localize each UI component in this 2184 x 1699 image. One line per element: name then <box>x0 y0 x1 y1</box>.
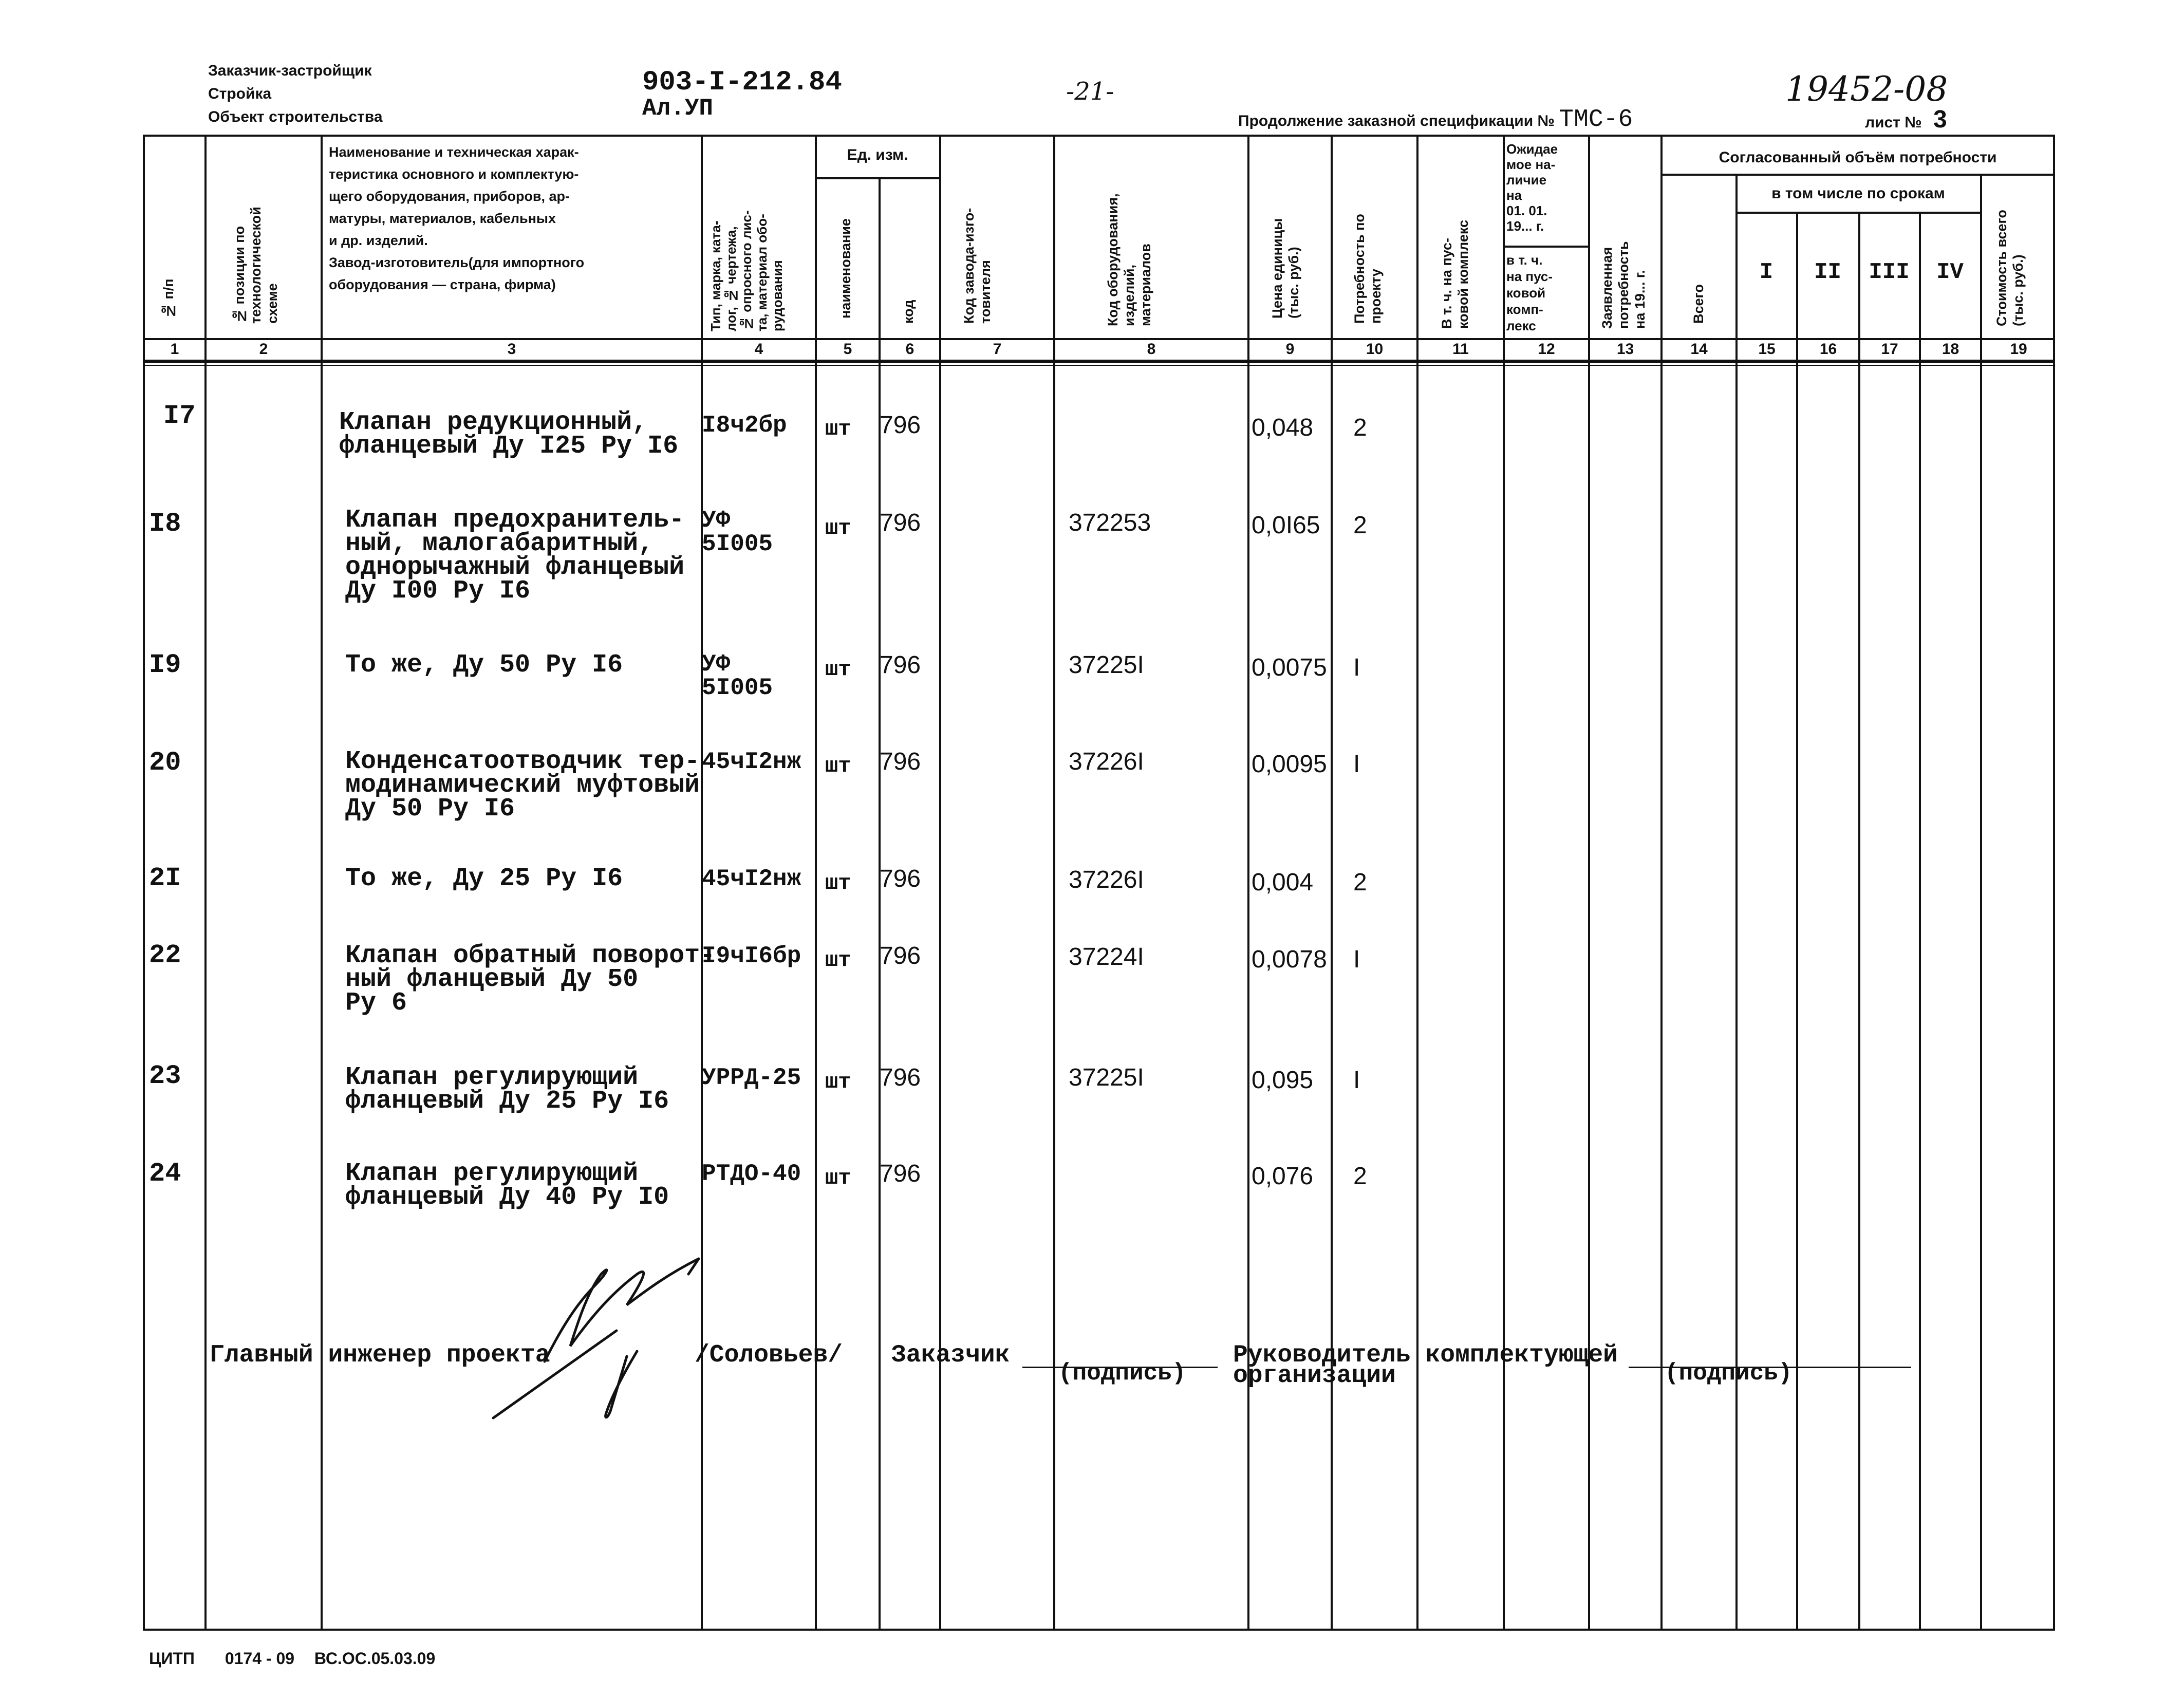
row-name: То же, Ду 25 Ру I6 <box>345 864 623 893</box>
row-price: 0,076 <box>1252 1163 1314 1190</box>
col-line-17 <box>1919 212 1921 1631</box>
row-name: Клапан регулирующий фланцевый Ду 25 Ру I6 <box>345 1063 669 1116</box>
sheet-number: 3 <box>1933 106 1947 133</box>
row-equip-code: 372253 <box>1069 509 1151 536</box>
row-qty: 2 <box>1353 1163 1367 1190</box>
row-equip-code: 37224I <box>1069 943 1144 970</box>
colnum-16: 16 <box>1819 341 1837 358</box>
row-code: 796 <box>880 942 921 969</box>
row-price: 0,0095 <box>1252 751 1327 778</box>
row-equip-code: 37226I <box>1069 748 1144 775</box>
colnum-19: 19 <box>2010 341 2027 358</box>
row-unit: шт <box>825 754 851 778</box>
col-header-1: № п/п <box>161 278 176 319</box>
row-code: 796 <box>880 412 921 439</box>
col-line-14 <box>1735 174 1738 1631</box>
colnum-4: 4 <box>754 341 763 358</box>
col-header-terms-group: в том числе по срокам <box>1771 185 1945 202</box>
row-type: УФ 5I005 <box>702 507 773 557</box>
row-unit: шт <box>825 417 851 441</box>
colnum-11: 11 <box>1452 341 1469 358</box>
row-number: I7 <box>163 401 196 431</box>
chief-engineer-name: /Соловьев/ <box>695 1341 843 1369</box>
row-name: Клапан предохранитель- ный, малогабаритный, однорычажный фланцевый Ду I00 Ру I6 <box>345 506 685 606</box>
col-header-12-bottom: в т. ч. на пус- ковой комп- лекс <box>1506 252 1553 333</box>
col-header-19: Стоимость всего (тыс. руб.) <box>1994 210 2026 326</box>
col-header-5: наименование <box>838 218 853 319</box>
colnum-1: 1 <box>170 341 179 358</box>
row-equip-code: 37225I <box>1069 1064 1144 1091</box>
row-type: УРРД-25 <box>702 1065 801 1091</box>
colnum-15: 15 <box>1758 341 1776 358</box>
row-type: 45чI2нж <box>702 749 801 775</box>
c12-split-line <box>1503 246 1588 248</box>
row-number: I9 <box>149 650 181 680</box>
doc-number: 19452-08 <box>1785 69 1948 109</box>
col-header-2: № позиции по технологической схеме <box>232 207 280 324</box>
col-header-18: IV <box>1936 259 1964 285</box>
col-header-9: Цена единицы (тыс. руб.) <box>1270 218 1301 319</box>
row-name: Клапан регулирующий фланцевый Ду 40 Ру I0 <box>345 1159 669 1212</box>
col-line-15 <box>1796 212 1798 1631</box>
col-header-3: Наименование и техническая харак- теристика основного и комплектую- щего оборудования, приборов, ар- матуры, материалов, кабельных и др. изделий. Завод-изготовитель(для импортного оборудования — страна, фирма) <box>329 144 585 292</box>
row-number: 23 <box>149 1061 181 1091</box>
object-label: Объект строительства <box>208 108 383 125</box>
col-header-14: Всего <box>1691 284 1706 324</box>
colnum-13: 13 <box>1616 341 1634 358</box>
row-price: 0,004 <box>1252 869 1314 896</box>
spec-prefix: Продолжение заказной спецификации № <box>1238 113 1555 129</box>
colnum-14: 14 <box>1690 341 1708 358</box>
col-header-7: Код завода-изго- товителя <box>961 208 993 324</box>
row-unit: шт <box>825 516 851 540</box>
page-marker: -21- <box>1066 77 1114 106</box>
footer-org: ЦИТП <box>149 1649 195 1668</box>
row-unit: шт <box>825 657 851 682</box>
colnum-9: 9 <box>1285 341 1295 358</box>
col-header-10: Потребность по проекту <box>1352 214 1384 324</box>
row-equip-code: 37225I <box>1069 651 1144 679</box>
customer-label: Заказчик <box>891 1341 1010 1369</box>
row-name: Клапан обратный поворот- ный фланцевый Ду 50 Ру 6 <box>345 941 716 1018</box>
row-number: 20 <box>149 748 181 778</box>
body-top-line <box>143 365 2055 366</box>
col-header-17: III <box>1869 259 1910 285</box>
colnum-bottom-line <box>143 360 2055 363</box>
footer-ref: ВС.ОС.05.03.09 <box>314 1649 436 1668</box>
row-price: 0,0075 <box>1252 654 1327 681</box>
colnum-7: 7 <box>993 341 1002 358</box>
row-type: I9чI6бр <box>702 943 801 969</box>
col-header-13: Заявленная потребность на 19... г. <box>1599 241 1648 329</box>
col-header-12-top: Ожидае мое на- личие на 01. 01. 19... г. <box>1506 141 1558 234</box>
row-name: Клапан редукционный, фланцевый Ду I25 Ру I6 <box>339 408 679 461</box>
row-qty: 2 <box>1353 869 1367 896</box>
row-type: I8ч2бр <box>702 412 787 439</box>
col-line-16 <box>1858 212 1860 1631</box>
row-qty: I <box>1353 946 1360 973</box>
row-type: 45чI2нж <box>702 866 801 892</box>
row-qty: I <box>1353 751 1360 778</box>
row-qty: I <box>1353 654 1360 681</box>
footer-stamp <box>149 1649 435 1668</box>
row-price: 0,095 <box>1252 1067 1314 1094</box>
customer-signature-hint: (подпись) <box>1058 1360 1186 1387</box>
col-header-15: I <box>1759 259 1774 285</box>
colnum-3: 3 <box>507 341 516 358</box>
col-header-6: код <box>901 300 916 324</box>
row-code: 796 <box>880 748 921 775</box>
chief-engineer-label: Главный инженер проекта <box>210 1341 550 1369</box>
footer-code: 0174 - 09 <box>225 1649 295 1668</box>
colnum-12: 12 <box>1538 341 1555 358</box>
row-price: 0,048 <box>1252 414 1314 441</box>
colnum-6: 6 <box>905 341 914 358</box>
row-price: 0,0I65 <box>1252 512 1320 539</box>
row-type: РТДО-40 <box>702 1161 801 1187</box>
signature-scribble <box>483 1243 750 1428</box>
col-line-5 <box>879 177 881 1631</box>
colnum-2: 2 <box>259 341 268 358</box>
row-number: 2I <box>149 863 181 893</box>
row-code: 796 <box>880 509 921 536</box>
album-code: Ал.УП <box>642 95 714 122</box>
row-unit: шт <box>825 948 851 973</box>
col-header-agreed-group: Согласованный объём потребности <box>1719 149 1997 166</box>
colnum-18: 18 <box>1942 341 1959 358</box>
row-number: 24 <box>149 1159 181 1189</box>
project-code: 903-I-212.84 <box>642 67 842 98</box>
head-label-line2: организации <box>1233 1362 1396 1390</box>
col-line-18 <box>1980 174 1982 1631</box>
colnum-8: 8 <box>1147 341 1156 358</box>
row-number: 22 <box>149 940 181 970</box>
row-unit: шт <box>825 1166 851 1190</box>
row-code: 796 <box>880 651 921 679</box>
row-price: 0,0078 <box>1252 946 1327 973</box>
colnum-10: 10 <box>1366 341 1384 358</box>
col-header-8: Код оборудования, изделий, материалов <box>1105 193 1153 326</box>
sheet-label: лист № <box>1865 114 1922 131</box>
terms-group-line <box>1735 212 1980 214</box>
colnum-17: 17 <box>1881 341 1898 358</box>
row-code: 796 <box>880 865 921 892</box>
unit-group-line <box>815 177 939 179</box>
row-code: 796 <box>880 1160 921 1187</box>
spec-code: ТМС-6 <box>1559 106 1633 134</box>
row-unit: шт <box>825 871 851 895</box>
site-label: Стройка <box>208 85 272 102</box>
row-qty: I <box>1353 1067 1360 1094</box>
col-header-4: Тип, марка, ката- лог, № чертежа, № опросного лис- та, материал обо- рудования <box>708 210 785 331</box>
customer-label: Заказчик-застройщик <box>208 62 372 79</box>
spec-title <box>1238 106 1633 134</box>
row-type: УФ 5I005 <box>702 651 773 701</box>
row-equip-code: 37226I <box>1069 866 1144 893</box>
head-label-line1: Руководитель комплектующей <box>1233 1341 1618 1369</box>
col-header-11: В т. ч. на пус- ковой комплекс <box>1439 219 1471 329</box>
row-unit: шт <box>825 1070 851 1094</box>
colnum-5: 5 <box>843 341 852 358</box>
sheet-number-block <box>1865 106 1947 133</box>
agreed-group-line <box>1660 174 2055 176</box>
head-signature-hint: (подпись) <box>1665 1360 1793 1387</box>
col-header-unit-group: Ед. изм. <box>847 146 908 163</box>
row-qty: 2 <box>1353 512 1367 539</box>
col-header-16: II <box>1814 259 1841 285</box>
row-code: 796 <box>880 1064 921 1091</box>
row-number: I8 <box>149 509 181 539</box>
row-qty: 2 <box>1353 414 1367 441</box>
row-name: Конденсатоотводчик тер- модинамический муфтовый Ду 50 Ру I6 <box>345 747 700 824</box>
row-name: То же, Ду 50 Ру I6 <box>345 650 623 680</box>
